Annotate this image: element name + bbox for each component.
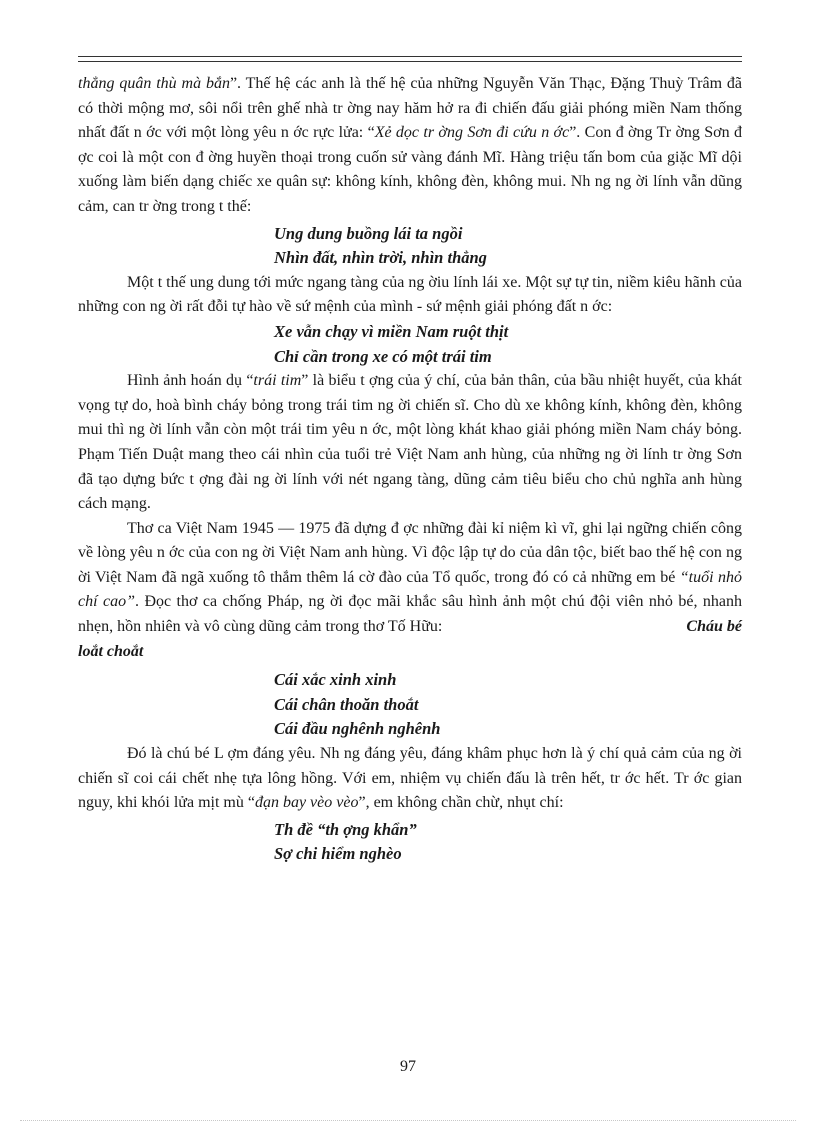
- header-rule-bottom: [78, 61, 742, 62]
- paragraph: Đó là chú bé L ợm đáng yêu. Nh ng đáng yêu, đáng khâm phục hơn là ý chí quả cảm của ng ời chiến sĩ coi cái chết nhẹ tựa lông hồng. Với em, nhiệm vụ chiến đấu là trên hết, tr ớc hết. Tr ớc gian nguy, khi khói lửa mịt mù “đạn bay vèo vèo”, em không chần chừ, nhụt chí:: [78, 745, 742, 812]
- verse-line: Sợ chi hiểm nghèo: [274, 844, 402, 864]
- paragraph: thẳng quân thù mà bắn”. Thế hệ các anh là thế hệ của những Nguyễn Văn Thạc, Đặng Thuỳ Trâm đã có thời mộng mơ, sôi nổi trên ghế nhà tr ờng nay hăm hở ra đi chiến đấu giải phóng miền Nam thống nhất đất n ớc với một lòng yêu n ớc rực lửa: “Xẻ dọc tr ờng Sơn đi cứu n ớc”. Con đ ờng Tr ờng Sơn đ ợc coi là một con đ ờng huyền thoại trong cuốn sử vàng đánh Mĩ. Hàng triệu tấn bom của giặc Mĩ dội xuống làm biến dạng chiếc xe quân sự: không kính, không đèn, không mui. Nh ng ng ời lính vẫn dũng cảm, can tr ờng trong t thế:: [78, 75, 742, 215]
- paragraph: Hình ảnh hoán dụ “trái tim” là biểu t ợng của ý chí, của bản thân, của bầu nhiệt huyết, của khát vọng tự do, hoà bình cháy bỏng trong trái tim ng ời chiến sĩ. Cho dù xe không kính, không đèn, không mui thì ng ời lính vẫn còn một trái tim yêu n ớc, một lòng khát khao giải phóng miền Nam cháy bỏng. Phạm Tiến Duật mang theo cái nhìn của tuổi trẻ Việt Nam anh hùng, của những ng ời lính tr ờng Sơn đã tạo dựng bức t ợng đài ng ời lính với nét ngang tàng, dũng cảm tiêu biểu cho chủ nghĩa anh hùng cách mạng.: [78, 372, 743, 513]
- verse-line: Ung dung buồng lái ta ngồi: [274, 223, 463, 243]
- verse-line: Nhìn đất, nhìn trời, nhìn thẳng: [274, 248, 487, 268]
- verse-line: Cái chân thoăn thoắt: [274, 694, 419, 714]
- verse-line: Chỉ cần trong xe có một trái tim: [274, 346, 492, 366]
- page-number: 97: [400, 1058, 416, 1075]
- verse-line: Xe vẫn chạy vì miền Nam ruột thịt: [274, 321, 509, 341]
- page-body: [78, 72, 742, 867]
- verse-line: Cái xắc xinh xinh: [274, 670, 397, 690]
- paragraph: Thơ ca Việt Nam 1945 — 1975 đã dựng đ ợc những đài kỉ niệm kì vĩ, ghi lại ngững chiến công về lòng yêu n ớc của con ng ời Việt Nam anh hùng. Vì độc lập tự do của dân tộc, biết bao thế hệ con ng ời Việt Nam đã ngã xuống tô thắm thêm lá cờ đào của Tổ quốc, trong đó có cả những em bé “tuổi nhỏ chí cao”. Đọc thơ ca chống Pháp, ng ời đọc mãi khắc sâu hình ảnh một chú đội viên nhỏ bé, nhanh nhẹn, hồn nhiên và vô cùng dũng cảm trong thơ Tố Hữu: Cháu bé loắt choắt: [78, 519, 743, 660]
- header-rule-top: [78, 56, 742, 57]
- verse-line: Cái đầu nghênh nghênh: [274, 719, 441, 739]
- paragraph: Một t thế ung dung tới mức ngang tàng của ng ờiu lính lái xe. Một sự tự tin, niềm kiêu hãnh của những con ng ời rất đỗi tự hào về sứ mệnh của mình - sứ mệnh giải phóng đất n ớc:: [78, 273, 742, 316]
- verse-line: Th đề “th ợng khẩn”: [274, 819, 417, 839]
- page-bottom-border: [20, 1120, 796, 1121]
